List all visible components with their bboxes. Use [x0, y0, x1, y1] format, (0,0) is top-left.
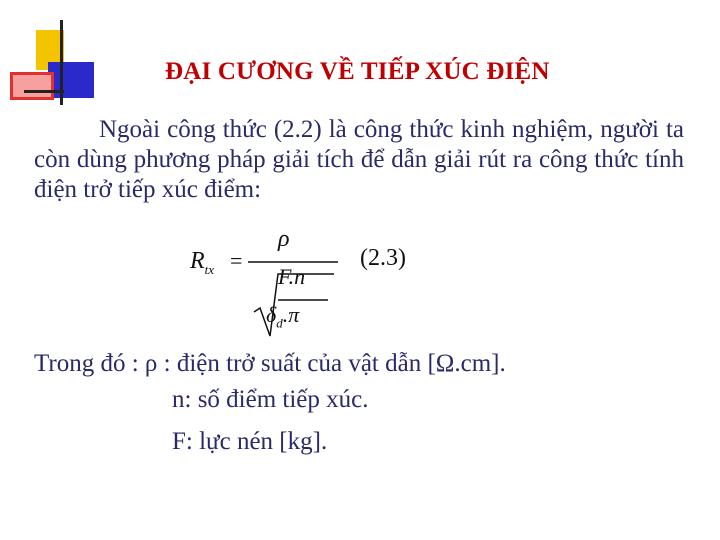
- formula-tag: (2.3): [360, 245, 406, 271]
- formula-inner-numerator: F.n: [278, 264, 306, 289]
- pi-part: .π: [282, 302, 300, 327]
- definitions-first-line: [34, 342, 506, 386]
- formula-inner-denominator: [266, 302, 299, 331]
- formula-numerator: ρ: [278, 226, 290, 252]
- definition-F: F: lực nén [kg].: [172, 428, 328, 455]
- formula-equals: =: [230, 248, 243, 273]
- lhs-subscript: tx: [204, 261, 215, 277]
- logo-horizontal-line: [24, 90, 64, 93]
- slide-title: ĐẠI CƯƠNG VỀ TIẾP XÚC ĐIỆN: [165, 58, 550, 85]
- definition-n: n: số điểm tiếp xúc.: [172, 386, 369, 413]
- formula-lhs: [190, 248, 214, 278]
- lhs-symbol: R: [190, 248, 205, 274]
- definition-rho: ρ : điện trở suất của vật dẫn [Ω.cm].: [144, 350, 506, 377]
- delta-subscript: d: [276, 315, 283, 331]
- definitions-prefix: Trong đó :: [34, 350, 139, 377]
- logo-red-square: [10, 72, 54, 100]
- logo-graphic: [0, 0, 110, 110]
- body-paragraph-text: Ngoài công thức (2.2) là công thức kinh nghiệm, người ta còn dùng phương pháp giải tích để dẫn giải rút ra công thức tính điện trở tiếp xúc điểm:: [34, 116, 684, 203]
- body-paragraph: [34, 115, 684, 205]
- delta-symbol: δ: [266, 302, 277, 327]
